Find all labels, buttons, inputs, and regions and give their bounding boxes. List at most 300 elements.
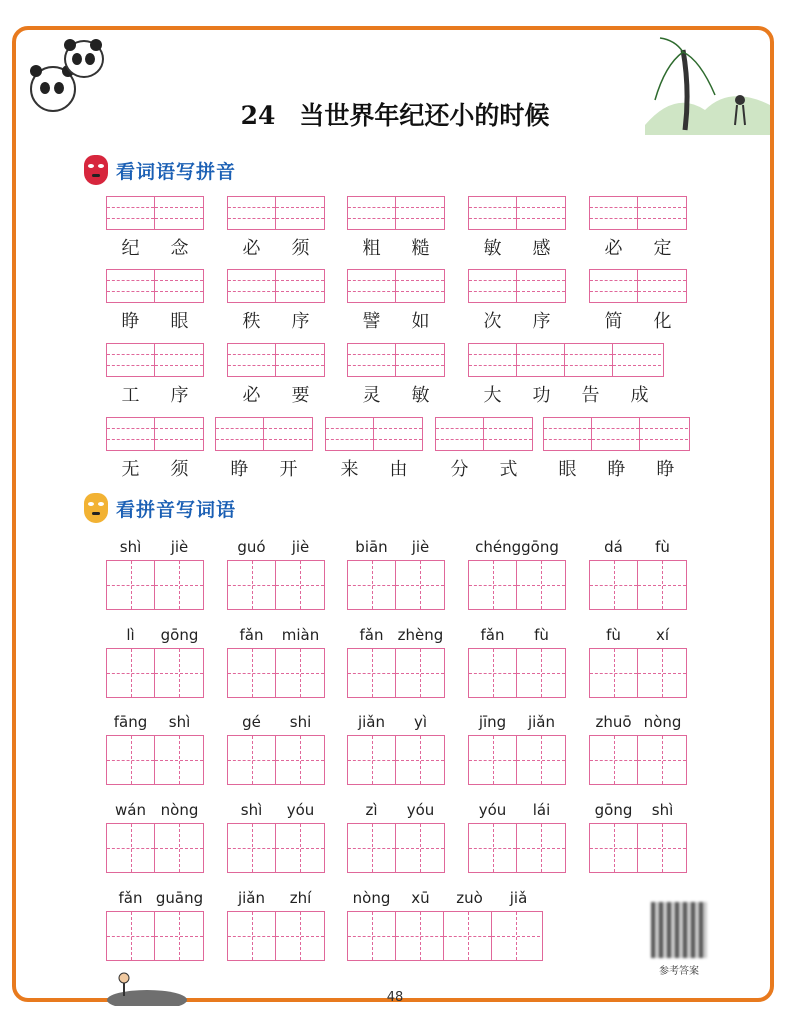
pinyin-prompt xyxy=(347,538,445,560)
character-box-row[interactable] xyxy=(347,560,445,610)
word-character: 糙 xyxy=(411,238,430,259)
character-writing-group xyxy=(589,713,687,785)
word-character: 粗 xyxy=(362,238,381,259)
character-write-cell[interactable] xyxy=(396,649,444,697)
pinyin-syllable: gé xyxy=(242,713,261,731)
word-characters xyxy=(468,307,566,333)
word-character: 化 xyxy=(653,311,672,332)
character-write-cell[interactable] xyxy=(348,736,396,784)
character-write-cell[interactable] xyxy=(517,561,565,609)
pinyin-syllable: fǎn xyxy=(239,626,264,644)
word-character: 念 xyxy=(170,238,189,259)
character-write-cell[interactable] xyxy=(590,649,638,697)
character-write-cell[interactable] xyxy=(155,824,203,872)
pinyin-box-row[interactable] xyxy=(106,196,204,230)
character-write-cell[interactable] xyxy=(469,824,517,872)
character-write-cell[interactable] xyxy=(638,649,686,697)
word-characters xyxy=(543,455,690,481)
pinyin-syllable: jiè xyxy=(170,538,189,556)
pinyin-prompt xyxy=(106,801,204,823)
pinyin-write-cell[interactable] xyxy=(155,344,203,376)
pinyin-prompt xyxy=(347,626,445,648)
pinyin-syllable: fǎn xyxy=(359,626,384,644)
pinyin-write-cell[interactable] xyxy=(276,270,324,302)
pinyin-write-cell[interactable] xyxy=(264,418,312,450)
pinyin-prompt xyxy=(347,801,445,823)
word-characters xyxy=(106,307,204,333)
pinyin-syllable: jīng xyxy=(478,713,507,731)
pinyin-writing-group xyxy=(347,269,445,333)
character-box-row[interactable] xyxy=(106,648,204,698)
word-character: 譬 xyxy=(362,311,381,332)
character-box-row[interactable] xyxy=(227,560,325,610)
word-character: 须 xyxy=(170,459,189,480)
word-character: 睁 xyxy=(656,459,675,480)
character-write-cell[interactable] xyxy=(469,736,517,784)
word-character: 必 xyxy=(242,385,261,406)
section-header-write-words xyxy=(84,493,236,523)
character-write-cell[interactable] xyxy=(276,824,324,872)
character-write-cell[interactable] xyxy=(590,561,638,609)
word-characters xyxy=(227,307,325,333)
pinyin-box-row[interactable] xyxy=(468,269,566,303)
word-characters xyxy=(347,234,445,260)
pinyin-prompt xyxy=(589,626,687,648)
pinyin-write-cell[interactable] xyxy=(326,418,374,450)
pinyin-syllable: zuò xyxy=(456,889,483,907)
character-write-cell[interactable] xyxy=(517,824,565,872)
character-write-cell[interactable] xyxy=(107,736,155,784)
pinyin-writing-group xyxy=(543,417,690,481)
character-box-row[interactable] xyxy=(227,735,325,785)
pinyin-writing-group xyxy=(589,269,687,333)
pinyin-prompt xyxy=(227,626,325,648)
word-character: 须 xyxy=(291,238,310,259)
character-writing-group xyxy=(106,626,204,698)
character-write-cell[interactable] xyxy=(396,736,444,784)
pinyin-writing-group xyxy=(468,343,664,407)
pinyin-syllable: xí xyxy=(655,626,670,644)
character-write-cell[interactable] xyxy=(155,649,203,697)
pinyin-writing-group xyxy=(589,196,687,260)
character-write-cell[interactable] xyxy=(590,736,638,784)
character-write-cell[interactable] xyxy=(348,561,396,609)
section-header-write-pinyin xyxy=(84,155,236,185)
character-writing-group xyxy=(347,713,445,785)
character-write-cell[interactable] xyxy=(396,561,444,609)
character-write-cell[interactable] xyxy=(228,824,276,872)
pinyin-syllable: shi xyxy=(289,713,312,731)
character-box-row[interactable] xyxy=(106,911,204,961)
pinyin-writing-group xyxy=(468,269,566,333)
pinyin-box-row[interactable] xyxy=(347,343,445,377)
pinyin-box-row[interactable] xyxy=(106,417,204,451)
character-writing-group xyxy=(227,801,325,873)
qr-code-icon[interactable] xyxy=(651,902,707,958)
word-character: 眼 xyxy=(558,459,577,480)
qr-label: 参考答案 xyxy=(659,966,699,977)
word-characters xyxy=(215,455,313,481)
pinyin-writing-group xyxy=(435,417,533,481)
word-character: 功 xyxy=(532,385,551,406)
character-write-cell[interactable] xyxy=(155,912,203,960)
pinyin-syllable: shì xyxy=(651,801,674,819)
pinyin-write-cell[interactable] xyxy=(396,270,444,302)
pinyin-write-cell[interactable] xyxy=(469,344,517,376)
character-write-cell[interactable] xyxy=(228,561,276,609)
character-box-row[interactable] xyxy=(106,560,204,610)
pinyin-write-cell[interactable] xyxy=(228,197,276,229)
pinyin-writing-group xyxy=(106,196,204,260)
word-character: 敏 xyxy=(483,238,502,259)
word-character: 感 xyxy=(532,238,551,259)
pinyin-syllable: fǎn xyxy=(480,626,505,644)
pinyin-prompt xyxy=(106,538,204,560)
pinyin-syllable: yóu xyxy=(478,801,507,819)
pinyin-box-row[interactable] xyxy=(106,343,204,377)
character-box-row[interactable] xyxy=(589,648,687,698)
pinyin-prompt xyxy=(468,713,566,735)
pinyin-box-row[interactable] xyxy=(347,196,445,230)
pinyin-syllable: biān xyxy=(355,538,388,556)
pinyin-prompt xyxy=(468,538,566,560)
word-character: 工 xyxy=(121,385,140,406)
character-writing-group xyxy=(589,626,687,698)
character-write-cell[interactable] xyxy=(107,912,155,960)
pinyin-syllable: jiè xyxy=(291,538,310,556)
pinyin-syllable: gōng xyxy=(160,626,199,644)
pinyin-writing-group xyxy=(106,417,204,481)
pinyin-box-row[interactable] xyxy=(435,417,533,451)
pinyin-write-cell[interactable] xyxy=(396,197,444,229)
word-character: 眼 xyxy=(170,311,189,332)
pinyin-write-cell[interactable] xyxy=(469,270,517,302)
word-character: 分 xyxy=(450,459,469,480)
character-write-cell[interactable] xyxy=(638,736,686,784)
character-writing-group xyxy=(589,538,687,610)
word-character: 秩 xyxy=(242,311,261,332)
pinyin-syllable: jiǎn xyxy=(237,889,266,907)
character-box-row[interactable] xyxy=(106,735,204,785)
pinyin-box-row[interactable] xyxy=(468,196,566,230)
pinyin-prompt xyxy=(347,713,445,735)
character-writing-group xyxy=(468,538,566,610)
character-box-row[interactable] xyxy=(347,823,445,873)
character-write-cell[interactable] xyxy=(396,912,444,960)
pinyin-syllable: shì xyxy=(168,713,191,731)
word-characters xyxy=(347,381,445,407)
pinyin-write-cell[interactable] xyxy=(436,418,484,450)
word-character: 睁 xyxy=(121,311,140,332)
character-write-cell[interactable] xyxy=(396,824,444,872)
word-character: 次 xyxy=(483,311,502,332)
pinyin-syllable: yóu xyxy=(406,801,435,819)
character-box-row[interactable] xyxy=(347,735,445,785)
word-character: 要 xyxy=(291,385,310,406)
pinyin-write-cell[interactable] xyxy=(544,418,592,450)
pinyin-syllable: zhèng xyxy=(397,626,444,644)
pinyin-box-row[interactable] xyxy=(227,343,325,377)
character-write-cell[interactable] xyxy=(517,736,565,784)
character-write-cell[interactable] xyxy=(276,736,324,784)
character-box-row[interactable] xyxy=(347,648,445,698)
pinyin-write-cell[interactable] xyxy=(374,418,422,450)
pinyin-syllable: dá xyxy=(604,538,623,556)
pinyin-prompt xyxy=(227,801,325,823)
pinyin-write-cell[interactable] xyxy=(276,197,324,229)
pinyin-syllable: fù xyxy=(534,626,549,644)
pinyin-prompt xyxy=(468,801,566,823)
pinyin-write-cell[interactable] xyxy=(107,197,155,229)
pinyin-write-cell[interactable] xyxy=(155,418,203,450)
pinyin-syllable: fù xyxy=(655,538,670,556)
word-characters xyxy=(227,234,325,260)
pinyin-box-row[interactable] xyxy=(589,196,687,230)
character-write-cell[interactable] xyxy=(276,561,324,609)
pinyin-prompt xyxy=(227,538,325,560)
word-characters xyxy=(468,234,566,260)
word-character: 大 xyxy=(483,385,502,406)
character-write-cell[interactable] xyxy=(348,824,396,872)
pinyin-prompt xyxy=(589,801,687,823)
character-writing-group xyxy=(106,713,204,785)
pinyin-write-cell[interactable] xyxy=(216,418,264,450)
pinyin-writing-group xyxy=(347,196,445,260)
word-characters xyxy=(435,455,533,481)
pinyin-prompt xyxy=(227,713,325,735)
pinyin-writing-group xyxy=(227,269,325,333)
character-write-cell[interactable] xyxy=(492,912,540,960)
pinyin-write-cell[interactable] xyxy=(107,270,155,302)
opera-mask-red-icon xyxy=(84,155,108,185)
page-number: 48 xyxy=(386,990,404,1005)
pinyin-syllable: xū xyxy=(411,889,430,907)
word-character: 纪 xyxy=(121,238,140,259)
pinyin-write-cell[interactable] xyxy=(484,418,532,450)
pinyin-write-cell[interactable] xyxy=(348,270,396,302)
word-character: 序 xyxy=(170,385,189,406)
section-label: 看拼音写词语 xyxy=(116,498,237,521)
character-writing-group xyxy=(468,713,566,785)
pinyin-write-cell[interactable] xyxy=(638,270,686,302)
character-writing-group xyxy=(347,626,445,698)
pinyin-box-row[interactable] xyxy=(347,269,445,303)
pinyin-box-row[interactable] xyxy=(589,269,687,303)
character-box-row[interactable] xyxy=(227,911,325,961)
character-box-row[interactable] xyxy=(347,911,543,961)
pinyin-box-row[interactable] xyxy=(227,196,325,230)
pinyin-syllable: zì xyxy=(365,801,378,819)
pinyin-write-cell[interactable] xyxy=(228,344,276,376)
pinyin-syllable: jiǎ xyxy=(509,889,528,907)
character-writing-group xyxy=(227,538,325,610)
character-write-cell[interactable] xyxy=(469,649,517,697)
word-character: 睁 xyxy=(230,459,249,480)
pinyin-writing-group xyxy=(227,196,325,260)
character-writing-group xyxy=(106,538,204,610)
pinyin-box-row[interactable] xyxy=(106,269,204,303)
pinyin-syllable: fāng xyxy=(113,713,148,731)
character-write-cell[interactable] xyxy=(590,824,638,872)
character-box-row[interactable] xyxy=(227,648,325,698)
character-writing-group xyxy=(347,801,445,873)
pinyin-syllable: chénggōng xyxy=(475,538,559,556)
pinyin-writing-group xyxy=(106,343,204,407)
lesson-title xyxy=(0,96,790,132)
pinyin-write-cell[interactable] xyxy=(155,197,203,229)
character-write-cell[interactable] xyxy=(444,912,492,960)
pinyin-syllable: gōng xyxy=(594,801,633,819)
word-characters xyxy=(106,381,204,407)
pinyin-writing-group xyxy=(468,196,566,260)
character-writing-group xyxy=(347,538,445,610)
character-box-row[interactable] xyxy=(589,823,687,873)
character-box-row[interactable] xyxy=(589,560,687,610)
word-character: 式 xyxy=(499,459,518,480)
word-character: 告 xyxy=(581,385,600,406)
word-character: 睁 xyxy=(607,459,626,480)
character-write-cell[interactable] xyxy=(228,912,276,960)
character-writing-group xyxy=(106,801,204,873)
pinyin-syllable: guāng xyxy=(155,889,204,907)
word-character: 如 xyxy=(411,311,430,332)
pinyin-writing-group xyxy=(347,343,445,407)
pinyin-write-cell[interactable] xyxy=(396,344,444,376)
pinyin-write-cell[interactable] xyxy=(348,197,396,229)
word-characters xyxy=(325,455,423,481)
pinyin-write-cell[interactable] xyxy=(517,197,565,229)
pinyin-syllable: jiǎn xyxy=(357,713,386,731)
pinyin-syllable: wán xyxy=(115,801,146,819)
section-label: 看词语写拼音 xyxy=(116,160,237,183)
character-box-row[interactable] xyxy=(589,735,687,785)
pinyin-writing-group xyxy=(106,269,204,333)
pinyin-write-cell[interactable] xyxy=(276,344,324,376)
character-write-cell[interactable] xyxy=(348,912,396,960)
pinyin-prompt xyxy=(468,626,566,648)
character-writing-group xyxy=(589,801,687,873)
pinyin-syllable: yì xyxy=(413,713,428,731)
pinyin-write-cell[interactable] xyxy=(638,197,686,229)
character-write-cell[interactable] xyxy=(228,649,276,697)
word-character: 必 xyxy=(242,238,261,259)
word-characters xyxy=(468,381,664,407)
pinyin-write-cell[interactable] xyxy=(469,197,517,229)
pinyin-writing-group xyxy=(325,417,423,481)
pinyin-write-cell[interactable] xyxy=(590,270,638,302)
character-box-row[interactable] xyxy=(106,823,204,873)
pinyin-prompt xyxy=(347,889,543,911)
pinyin-box-row[interactable] xyxy=(325,417,423,451)
character-write-cell[interactable] xyxy=(107,561,155,609)
character-writing-group xyxy=(347,889,543,961)
word-characters xyxy=(589,307,687,333)
pinyin-writing-group xyxy=(215,417,313,481)
pinyin-syllable: zhí xyxy=(289,889,312,907)
character-writing-group xyxy=(227,713,325,785)
pinyin-syllable: zhuō xyxy=(595,713,632,731)
pinyin-syllable: lì xyxy=(126,626,135,644)
pinyin-box-row[interactable] xyxy=(227,269,325,303)
word-characters xyxy=(227,381,325,407)
pinyin-syllable: jiǎn xyxy=(527,713,556,731)
panda-icon xyxy=(64,40,104,78)
pinyin-write-cell[interactable] xyxy=(640,418,688,450)
pinyin-syllable: miàn xyxy=(281,626,320,644)
word-character: 定 xyxy=(653,238,672,259)
pinyin-write-cell[interactable] xyxy=(517,344,565,376)
word-character: 序 xyxy=(291,311,310,332)
pinyin-write-cell[interactable] xyxy=(613,344,661,376)
character-box-row[interactable] xyxy=(468,735,566,785)
character-writing-group xyxy=(227,889,325,961)
pinyin-box-row[interactable] xyxy=(468,343,664,377)
character-write-cell[interactable] xyxy=(469,561,517,609)
character-box-row[interactable] xyxy=(227,823,325,873)
character-writing-group xyxy=(227,626,325,698)
pinyin-write-cell[interactable] xyxy=(228,270,276,302)
pinyin-write-cell[interactable] xyxy=(107,344,155,376)
pinyin-write-cell[interactable] xyxy=(348,344,396,376)
character-box-row[interactable] xyxy=(468,823,566,873)
pinyin-syllable: shì xyxy=(240,801,263,819)
character-write-cell[interactable] xyxy=(638,561,686,609)
pinyin-prompt xyxy=(106,626,204,648)
word-character: 敏 xyxy=(411,385,430,406)
word-character: 来 xyxy=(340,459,359,480)
pinyin-syllable: guó xyxy=(237,538,266,556)
word-characters xyxy=(347,307,445,333)
character-write-cell[interactable] xyxy=(276,649,324,697)
word-character: 无 xyxy=(121,459,140,480)
character-write-cell[interactable] xyxy=(348,649,396,697)
character-writing-group xyxy=(468,626,566,698)
pinyin-box-row[interactable] xyxy=(543,417,690,451)
word-characters xyxy=(106,455,204,481)
character-write-cell[interactable] xyxy=(107,824,155,872)
character-write-cell[interactable] xyxy=(107,649,155,697)
word-characters xyxy=(106,234,204,260)
pinyin-write-cell[interactable] xyxy=(592,418,640,450)
character-write-cell[interactable] xyxy=(155,736,203,784)
character-box-row[interactable] xyxy=(468,648,566,698)
character-write-cell[interactable] xyxy=(517,649,565,697)
pinyin-write-cell[interactable] xyxy=(107,418,155,450)
pinyin-writing-group xyxy=(227,343,325,407)
pinyin-prompt xyxy=(227,889,325,911)
pinyin-write-cell[interactable] xyxy=(517,270,565,302)
character-write-cell[interactable] xyxy=(276,912,324,960)
lesson-number: 24 xyxy=(240,101,276,130)
character-writing-group xyxy=(106,889,204,961)
pinyin-prompt xyxy=(589,713,687,735)
pinyin-write-cell[interactable] xyxy=(565,344,613,376)
character-box-row[interactable] xyxy=(468,560,566,610)
pinyin-write-cell[interactable] xyxy=(155,270,203,302)
pinyin-syllable: nòng xyxy=(643,713,682,731)
character-write-cell[interactable] xyxy=(228,736,276,784)
pinyin-write-cell[interactable] xyxy=(590,197,638,229)
character-write-cell[interactable] xyxy=(638,824,686,872)
pinyin-syllable: fù xyxy=(606,626,621,644)
pinyin-box-row[interactable] xyxy=(215,417,313,451)
opera-mask-yellow-icon xyxy=(84,493,108,523)
pinyin-syllable: nòng xyxy=(352,889,391,907)
character-write-cell[interactable] xyxy=(155,561,203,609)
pinyin-syllable: fǎn xyxy=(118,889,143,907)
pinyin-prompt xyxy=(106,713,204,735)
word-character: 灵 xyxy=(362,385,381,406)
